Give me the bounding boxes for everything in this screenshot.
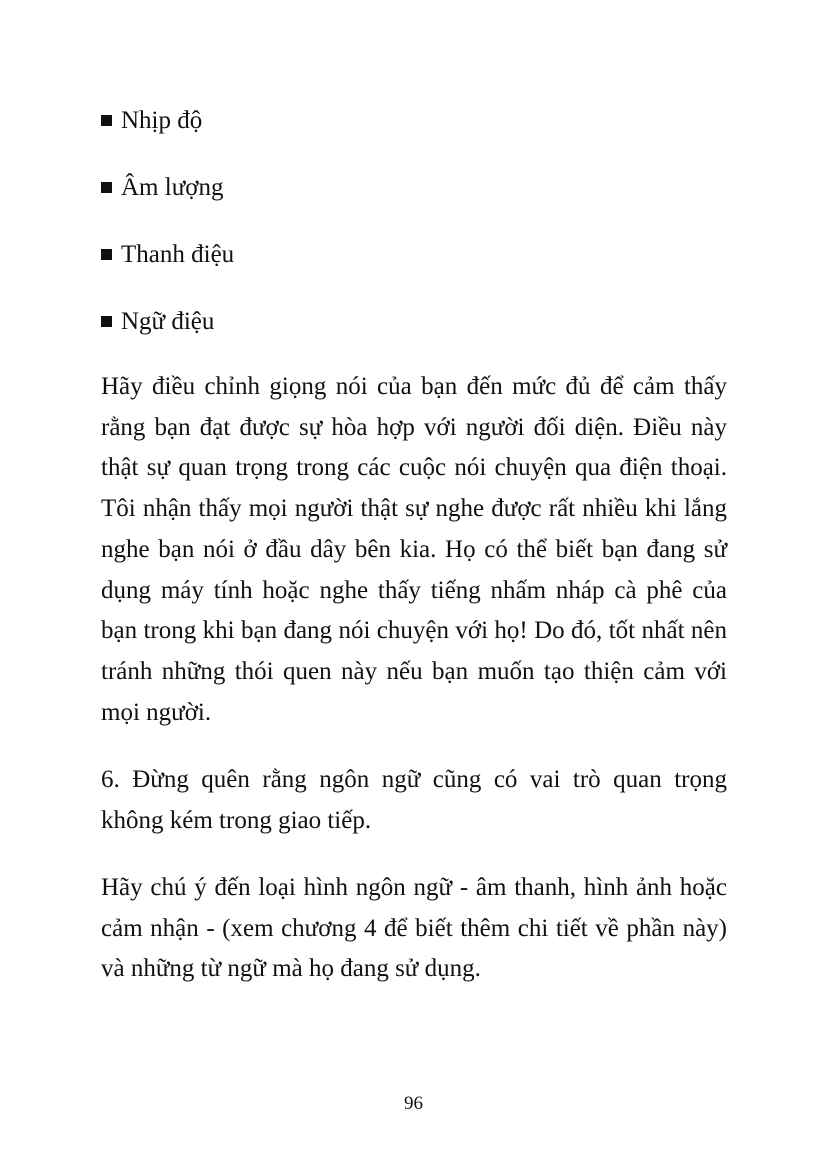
paragraph-voice-adjustment: Hãy điều chỉnh giọng nói của bạn đến mức đủ để cảm thấy rằng bạn đạt được sự hòa hợp với người đối diện. Điều này thật sự quan trọng trong các cuộc nói chuyện qua điện thoại. Tôi nhận thấy mọi người thật sự nghe được rất nhiều khi lắng nghe bạn nói ở đầu dây bên kia. Họ có thể biết bạn đang sử dụng máy tính hoặc nghe thấy tiếng nhấm nháp cà phê của bạn trong khi bạn đang nói chuyện với họ! Do đó, tốt nhất nên tránh những thói quen này nếu bạn muốn tạo thiện cảm với mọi người.: [101, 373, 727, 726]
bullet-item: [101, 106, 202, 136]
paragraph-point-6: 6. Đừng quên rằng ngôn ngữ cũng có vai trò quan trọng không kém trong giao tiếp.: [101, 766, 727, 834]
bullet-text: Ngữ điệu: [121, 308, 215, 335]
bullet-item: [101, 240, 234, 270]
square-bullet-icon: [101, 249, 112, 260]
page-number: 96: [404, 1093, 423, 1114]
bullet-text: Thanh điệu: [121, 241, 235, 268]
square-bullet-icon: [101, 115, 112, 126]
bullet-item: [101, 173, 223, 203]
paragraph-language-type: Hãy chú ý đến loại hình ngôn ngữ - âm thanh, hình ảnh hoặc cảm nhận - (xem chương 4 để biết thêm chi tiết về phần này) và những từ ngữ mà họ đang sử dụng.: [101, 874, 727, 983]
bullet-text: Nhịp độ: [121, 107, 203, 134]
square-bullet-icon: [101, 316, 112, 327]
bullet-text: Âm lượng: [121, 174, 224, 201]
square-bullet-icon: [101, 182, 112, 193]
bullet-item: [101, 307, 214, 337]
